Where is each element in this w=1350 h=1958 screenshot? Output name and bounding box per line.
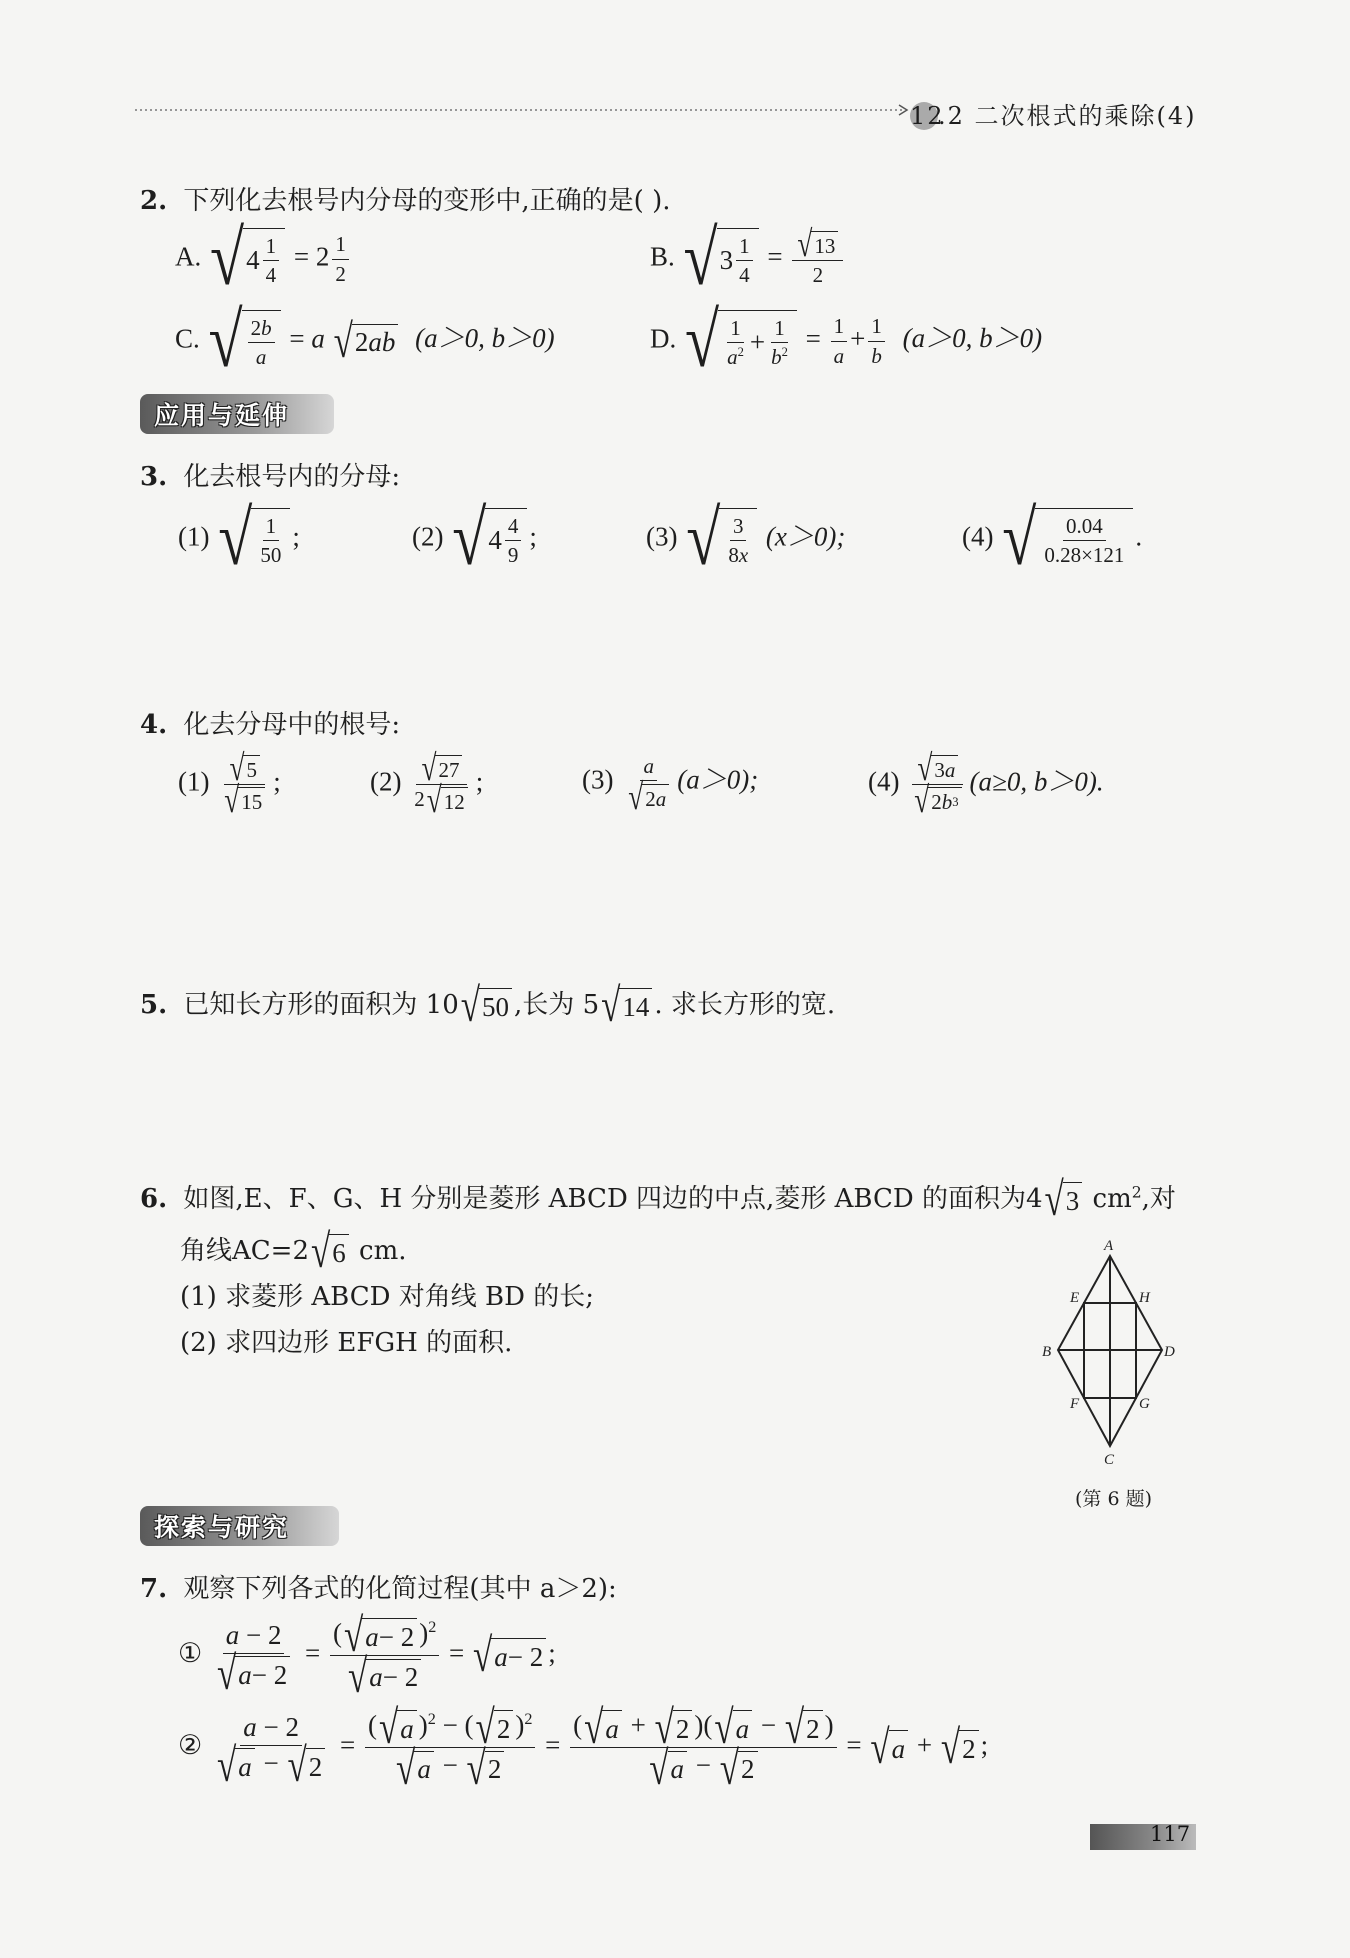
question-6: 6. 如图,E、F、G、H 分别是菱形 ABCD 四边的中点,菱形 ABCD 的面积为4 √ 3 $cm^2$,对 xyxy=(140,1173,1176,1227)
question-text: 下列化去根号内分母的变形中,正确的是( ). xyxy=(183,186,671,216)
figure-caption: (第 6 题) xyxy=(1075,1488,1152,1510)
point-label-g: G xyxy=(1139,1396,1150,1412)
question-number: 2. xyxy=(140,186,168,216)
q3-part-3: (3) √ 3 8x (x＞0); xyxy=(646,496,846,582)
vertex-label-c: C xyxy=(1104,1452,1115,1468)
option-d: D. √ 1 $a^2$ + 1 $b^2$ = $\frac{1}{a}$ + $\frac{1}{b}$ (a＞0, b＞0) xyxy=(650,298,1043,384)
condition-text: (a＞0, b＞0) xyxy=(902,323,1043,354)
question-text: 观察下列各式的化简过程(其中 a＞2): xyxy=(183,1574,617,1604)
question-number: 5. xyxy=(140,990,168,1020)
part-label: (2) xyxy=(370,766,402,797)
radical-expression: √ 3 1 4 xyxy=(684,228,759,290)
section-title: 探索与研究 xyxy=(154,1513,290,1542)
option-b: B. √ 3 1 4 = √ 13 2 xyxy=(650,228,846,290)
radicand: 3 xyxy=(1063,1182,1083,1217)
part-label: (4) xyxy=(868,766,900,797)
radicand: 14 xyxy=(619,988,652,1023)
q3-part-1: (1) √ 1 50 ; xyxy=(178,496,300,582)
rhombus-figure xyxy=(1040,1236,1180,1476)
question-text: 已知长方形的面积为 10 xyxy=(183,990,459,1020)
part-label: (1) xyxy=(178,766,210,797)
question-number: 4. xyxy=(140,710,168,740)
vertex-label-a: A xyxy=(1104,1238,1114,1254)
option-label: D. xyxy=(650,323,677,354)
condition-text: (x＞0); xyxy=(765,521,846,552)
q3-part-2: (2) √ 4 4 9 ; xyxy=(412,496,537,582)
point-label-h: H xyxy=(1139,1290,1150,1306)
option-label: B. xyxy=(650,241,675,272)
q4-part-1: (1) √ 5 √ 15 ; xyxy=(178,747,281,821)
radical-expression: √ 4 1 4 xyxy=(210,228,285,290)
option-label: A. xyxy=(175,241,202,272)
section-badge-exploration xyxy=(140,1506,339,1546)
question-number: 6. xyxy=(140,1184,168,1214)
part-label: (3) xyxy=(646,521,678,552)
radicand: 6 xyxy=(329,1234,349,1269)
chapter-number: 12 xyxy=(910,102,945,130)
question-text: . 求长方形的宽. xyxy=(654,990,836,1020)
denominator: 0.28×121 xyxy=(1044,543,1125,568)
question-number: 3. xyxy=(140,462,168,492)
radical-expression: √ 1 $a^2$ + 1 $b^2$ xyxy=(685,310,797,372)
vertex-label-d: D xyxy=(1164,1344,1175,1360)
option-c: C. √ 2b a = a √ 2 ab (a＞0, b＞0) xyxy=(175,298,555,384)
part-label: (1) xyxy=(178,521,210,552)
section-badge-application xyxy=(140,394,334,434)
question-text: 化去根号内的分母: xyxy=(183,462,401,492)
circled-number: ① xyxy=(178,1638,203,1669)
question-text: ,对 xyxy=(1141,1184,1176,1214)
part-label: (4) xyxy=(962,521,994,552)
q7-expression-2: ② a − 2 √ a − √ 2 = ( √ a )$^2$ − ( √ 2 )$^2$ √ a − √ 2 = ( √ a + √ 2 )( √ a − √ 2 ) √ a − √ 2 = √ a + √ 2 ; xyxy=(178,1701,989,1795)
question-7 xyxy=(140,1568,617,1605)
radical-expression: √ 2b a xyxy=(209,310,281,372)
question-text: 如图,E、F、G、H 分别是菱形 ABCD 四边的中点,菱形 ABCD 的面积为4 xyxy=(183,1184,1043,1214)
question-text: ,长为 5 xyxy=(514,990,600,1020)
question-text: 化去分母中的根号: xyxy=(183,710,401,740)
page-number: 117 xyxy=(1150,1822,1191,1846)
q4-part-4: (4) √ 3 a √ 2 b 3 (a≥0, b＞0). xyxy=(868,747,1104,821)
vertex-label-b: B xyxy=(1042,1344,1052,1360)
part-label: (2) xyxy=(412,521,444,552)
condition-text: (a＞0, b＞0) xyxy=(415,323,555,354)
header-dotted-line xyxy=(135,100,925,120)
q4-part-2: (2) √ 27 2 √ 12 ; xyxy=(370,747,484,821)
q3-part-4: (4) √ $\frac{0.04}{0.28\times 121}$ . xyxy=(962,496,1143,582)
question-6-line-2: 角线AC=2 √ 6 cm. xyxy=(180,1225,407,1279)
question-text: 角线AC=2 xyxy=(180,1236,309,1266)
radicand: 50 xyxy=(479,988,512,1023)
question-6-subpart-2: (2) 求四边形 EFGH 的面积. xyxy=(180,1328,513,1358)
header-section-title: .2 二次根式的乘除(4) xyxy=(938,102,1197,130)
unit-text: cm xyxy=(1084,1184,1132,1214)
unit-text: cm. xyxy=(350,1236,407,1266)
header-title xyxy=(910,96,1197,131)
option-label: C. xyxy=(175,323,200,354)
chapter-badge xyxy=(910,102,945,130)
q4-part-3: (3) a √ 2 a (a＞0); xyxy=(582,754,759,817)
question-5: 5. 已知长方形的面积为 10 √ 50 ,长为 5 √ 14 . 求长方形的宽. xyxy=(140,979,836,1033)
condition-text: (a≥0, b＞0). xyxy=(969,766,1104,797)
question-3 xyxy=(140,456,400,493)
section-title: 应用与延伸 xyxy=(154,401,290,430)
part-label: (3) xyxy=(582,764,614,795)
question-4 xyxy=(140,704,400,741)
circled-number: ② xyxy=(178,1730,203,1761)
condition-text: (a＞0); xyxy=(677,764,759,795)
q7-expression-1: ① a − 2 √ a − 2 = ( √ a − 2 )$^2$ √ a − 2 = √ a − 2 ; xyxy=(178,1609,556,1703)
numerator: 0.04 xyxy=(1063,514,1106,541)
question-6-subpart-1: (1) 求菱形 ABCD 对角线 BD 的长; xyxy=(180,1282,594,1312)
question-number: 7. xyxy=(140,1574,168,1604)
point-label-e: E xyxy=(1070,1290,1080,1306)
option-a: A. √ 4 1 4 = 2 $\frac{1}{2}$ xyxy=(175,228,352,290)
question-2 xyxy=(140,180,671,217)
point-label-f: F xyxy=(1070,1396,1080,1412)
